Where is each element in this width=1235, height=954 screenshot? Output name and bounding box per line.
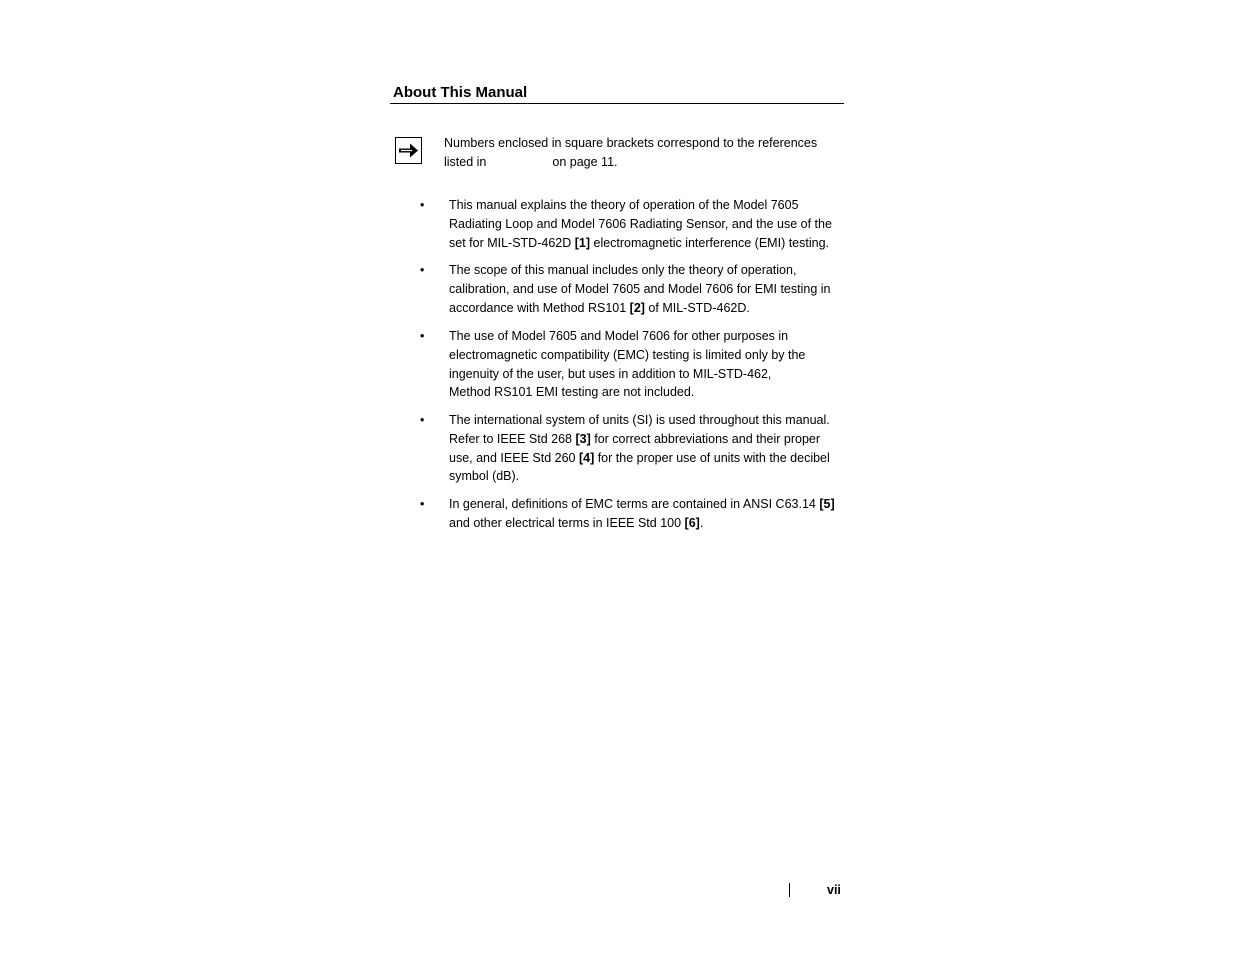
reference-number: [6] <box>684 515 700 530</box>
bullet-line <box>449 449 844 468</box>
bullet-text <box>449 327 844 402</box>
bullet-marker: • <box>420 497 425 511</box>
bullet-line <box>449 430 844 449</box>
bullet-line <box>449 261 844 280</box>
text-segment: and other electrical terms in IEEE Std 100 <box>449 515 685 530</box>
text-segment: . <box>699 515 704 530</box>
text-segment: This manual explains the theory of operation of the Model 7605 <box>449 198 799 212</box>
text-segment: accordance with Method RS101 <box>449 300 630 315</box>
text-segment: In general, definitions of EMC terms are contained in ANSI C63.14 <box>449 497 820 511</box>
bullet-marker: • <box>420 198 425 212</box>
heading-underline <box>390 103 844 104</box>
text-segment: symbol (dB). <box>449 469 520 484</box>
bullet-line <box>449 196 844 215</box>
bullet-line <box>449 383 844 402</box>
text-segment: Radiating Loop and Model 7606 Radiating Sensor, and the use of the <box>449 216 832 231</box>
bullet-line <box>449 327 844 346</box>
bullet-line <box>449 411 844 430</box>
text-segment: electromagnetic interference (EMI) testing. <box>590 235 830 250</box>
text-segment: set for MIL-STD-462D <box>449 235 575 250</box>
bullet-line <box>449 280 844 299</box>
text-segment: use, and IEEE Std 260 <box>449 450 579 465</box>
arrow-right-icon <box>395 137 422 164</box>
bullet-text <box>449 196 844 252</box>
text-segment: ingenuity of the user, but uses in addition to MIL-STD-462, <box>449 366 772 381</box>
note-line-1: Numbers enclosed in square brackets correspond to the references <box>444 136 818 150</box>
bullet-line <box>449 495 844 514</box>
note-line-2 <box>444 153 844 172</box>
reference-number: [1] <box>574 235 591 250</box>
bullet-line <box>449 467 844 486</box>
section-heading: About This Manual <box>393 84 528 101</box>
note-line-2-end: on page 11. <box>552 154 618 169</box>
bullet-line <box>449 365 844 384</box>
text-segment: for correct abbreviations and their proper <box>590 431 821 446</box>
bullet-line <box>449 346 844 365</box>
text-segment: Refer to IEEE Std 268 <box>449 431 576 446</box>
bullet-text <box>449 495 844 533</box>
text-segment: The international system of units (SI) is used throughout this manual. <box>449 413 830 427</box>
bullet-marker: • <box>420 263 425 277</box>
text-segment: for the proper use of units with the decibel <box>594 450 830 465</box>
reference-number: [2] <box>629 300 645 315</box>
bullet-line <box>449 514 844 533</box>
text-segment: The scope of this manual includes only the theory of operation, <box>449 263 797 277</box>
bullet-text <box>449 411 844 486</box>
text-segment: Method RS101 EMI testing are not included. <box>449 385 695 400</box>
text-segment: calibration, and use of Model 7605 and Model 7606 for EMI testing in <box>449 281 831 296</box>
reference-number: [4] <box>578 450 595 465</box>
reference-number: [5] <box>819 497 835 511</box>
page-number: vii <box>827 883 841 897</box>
text-segment: The use of Model 7605 and Model 7606 for other purposes in <box>449 329 789 343</box>
text-segment: electromagnetic compatibility (EMC) testing is limited only by the <box>449 347 806 362</box>
bullet-line <box>449 299 844 318</box>
note-text <box>444 134 844 171</box>
bullet-marker: • <box>420 413 425 427</box>
reference-number: [3] <box>575 431 591 446</box>
bullet-line <box>449 234 844 253</box>
bullet-marker: • <box>420 329 425 343</box>
text-segment: of MIL-STD-462D. <box>644 300 750 315</box>
note-line-2-start: listed in <box>444 154 487 169</box>
bullet-text <box>449 261 844 317</box>
footer-separator <box>789 883 790 897</box>
bullet-line <box>449 215 844 234</box>
